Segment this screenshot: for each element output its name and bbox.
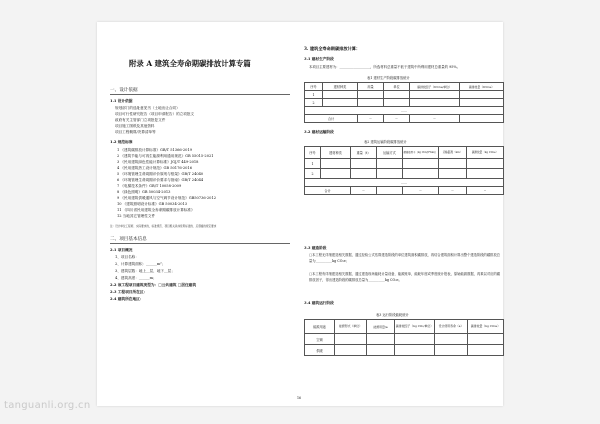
table-row bbox=[305, 91, 504, 99]
operation-energy-table bbox=[304, 319, 504, 356]
material-transport-table bbox=[304, 146, 504, 195]
building-type-line: 2.2 该工程项目建筑类型为：□公共建筑 □居住建筑 bbox=[110, 283, 197, 287]
paragraph: □本工程有详细建造相关数据，通过建造现场能耗计量设备，能源账单，能耗年度或季度统计报表，原始能源数据，再乘以对应的碳排放因子，得出建造阶段的碳排放总量为＿＿＿＿＿kg CO₂e。 bbox=[309, 272, 501, 282]
table-header-cell: 能源用量/a bbox=[367, 320, 395, 334]
subsection-heading: 3.2 建材运输阶段 bbox=[304, 130, 334, 134]
table-cell bbox=[321, 169, 351, 179]
table-cell: -- bbox=[384, 115, 410, 123]
list-item: 2、计算建筑面积：＿＿＿m²； bbox=[115, 262, 166, 266]
material-production-table bbox=[304, 82, 504, 123]
divider bbox=[110, 94, 290, 95]
table-caption: 表2 建筑运输阶段碳排放统计 bbox=[364, 140, 407, 144]
list-item: 7 《电梯技术条件》GB/T 10058-2009 bbox=[117, 184, 182, 188]
table-header-cell: 碳排放量（kg CO₂e） bbox=[467, 147, 504, 159]
table-cell bbox=[467, 169, 504, 179]
list-item: 项目工程概算/决算清单等 bbox=[115, 130, 156, 134]
table-header-cell: 单位 bbox=[384, 83, 410, 91]
table-cell bbox=[351, 159, 377, 169]
table-header-cell: 序号 bbox=[305, 83, 323, 91]
ellipsis-cell: …… bbox=[305, 107, 504, 115]
paragraph: 本项目主要建材为：＿＿＿＿＿＿＿＿＿，所选材料总重量不低于建筑中所利用建材总重量的 95%。 bbox=[309, 65, 461, 69]
table-cell bbox=[358, 91, 384, 99]
table-cell bbox=[395, 334, 435, 345]
table-row bbox=[305, 107, 504, 115]
table-cell: -- bbox=[467, 187, 504, 195]
list-item: 项目施工图纸及其他资料 bbox=[115, 124, 155, 128]
table-header-row bbox=[305, 320, 504, 334]
list-item: 12 当地其它管理性文件 bbox=[117, 214, 156, 218]
table-cell bbox=[410, 91, 460, 99]
section-heading: 二、项目基本信息 bbox=[110, 237, 147, 242]
subsection-heading: 3.3 建造阶段 bbox=[304, 246, 327, 250]
list-item: 3、建筑层数：地上＿层，地下＿层； bbox=[115, 269, 175, 273]
section-heading: 一、设计依据 bbox=[110, 88, 138, 93]
list-item: 5 《环境管理生命周期评价原则与框架》GB/T 24040 bbox=[117, 172, 204, 176]
project-area-line: 2.3 工程项目所在区： bbox=[110, 290, 148, 294]
building-region-line: 2.4 建筑所在地区： bbox=[110, 297, 144, 301]
table-cell bbox=[439, 159, 467, 169]
document-page bbox=[97, 22, 503, 406]
list-item: 规划部门的选址意见书（土地出让合同） bbox=[115, 106, 180, 110]
subsection-heading: 1.2 规范标准 bbox=[110, 140, 133, 144]
table-cell: 2 bbox=[305, 99, 323, 107]
table-row bbox=[305, 169, 504, 179]
table-cell bbox=[321, 159, 351, 169]
table-header-cell: 建材种类 bbox=[323, 83, 358, 91]
table-header-cell: 能源用途 bbox=[305, 320, 335, 334]
table-cell bbox=[335, 334, 367, 345]
table-cell: 合计 bbox=[305, 115, 358, 123]
list-item: 9 《民用建筑供暖通风与空气调节设计规范》GB50736-2012 bbox=[117, 196, 217, 200]
ellipsis-cell: …… bbox=[305, 179, 504, 187]
table-header-cell: 碳排放因子（kg CO₂/单位） bbox=[395, 320, 435, 334]
table-cell: -- bbox=[351, 187, 377, 195]
divider bbox=[110, 243, 290, 244]
table-header-cell: 运输方式 bbox=[377, 147, 403, 159]
table-cell bbox=[335, 345, 367, 356]
table-total-row bbox=[305, 187, 504, 195]
table-cell bbox=[351, 169, 377, 179]
table-header-cell: 碳排放量（kg CO₂e） bbox=[468, 320, 504, 334]
list-item: 项目可行性研究报告（项目申请报告）的立项批文 bbox=[115, 112, 195, 116]
table-row bbox=[305, 179, 504, 187]
table-header-cell: 碳排放因子（kg CO₂/(t*km)） bbox=[403, 147, 439, 159]
subsection-heading: 3.1 建材生产阶段 bbox=[304, 57, 334, 61]
table-header-cell: 能源形式（单位） bbox=[335, 320, 367, 334]
paragraph: □本工程无详细建造相关数据，通过经验公式估算建造阶段的单位建筑面积碳排放，再结合建筑面积计算出整个建造阶段的碳排放总量为＿＿＿＿＿kg CO₂e； bbox=[309, 253, 501, 263]
table-header-cell: 建材种类 bbox=[321, 147, 351, 159]
table-header-cell: 用量 bbox=[358, 83, 384, 91]
table-cell bbox=[468, 345, 504, 356]
list-item: 政府有关主管部门立项批复文件 bbox=[115, 118, 166, 122]
footnote: 注：设计单位工程师、实际要求的，标准规范、项目相关具体使用标准的、应遵循的规定要求 bbox=[110, 225, 217, 228]
table-header-cell: 设计使用寿命（a） bbox=[435, 320, 468, 334]
table-cell bbox=[460, 99, 504, 107]
table-header-cell: 序号 bbox=[305, 147, 321, 159]
table-cell: 供暖 bbox=[305, 345, 335, 356]
list-item: 6 《环境管理生命周期评价要求与指南》GB/T 24044 bbox=[117, 178, 204, 182]
page-number: 16 bbox=[297, 396, 302, 400]
subsection-heading: 2.1 项目概况 bbox=[110, 248, 133, 252]
table-cell bbox=[358, 99, 384, 107]
table-cell bbox=[323, 91, 358, 99]
list-item: 1 《建筑碳排放计算标准》GB/T 51366-2019 bbox=[117, 148, 193, 152]
table-cell bbox=[377, 187, 403, 195]
table-cell bbox=[323, 99, 358, 107]
appendix-title: 附录 A 建筑全寿命期碳排放计算专篇 bbox=[129, 59, 251, 68]
subsection-heading: 1.1 设计依据 bbox=[110, 99, 133, 103]
table-cell: -- bbox=[403, 187, 439, 195]
table-cell: -- bbox=[358, 115, 384, 123]
list-item: 2 《建筑节能与可再生能源利用通用规范》GB 55015-2021 bbox=[117, 154, 214, 158]
table-row bbox=[305, 334, 504, 345]
watermark: tanguanli.org.cn bbox=[4, 400, 91, 411]
table-cell bbox=[367, 334, 395, 345]
table-cell bbox=[467, 159, 504, 169]
table-cell: 1 bbox=[305, 91, 323, 99]
table-cell bbox=[410, 99, 460, 107]
table-cell bbox=[403, 169, 439, 179]
table-cell bbox=[435, 345, 468, 356]
list-item: 4 《民用建筑热工设计规范》GB 50176-2016 bbox=[117, 166, 192, 170]
list-item: 3 《民用建筑绿色性能计算标准》JGJ/T 449-2018 bbox=[117, 160, 199, 164]
table-header-cell: 重量（t） bbox=[351, 147, 377, 159]
table-cell bbox=[377, 159, 403, 169]
list-item: 8 《绿色照明》GB 50034-2013 bbox=[117, 190, 171, 194]
table-cell bbox=[468, 334, 504, 345]
table-cell: 2 bbox=[305, 169, 321, 179]
list-item: 1、项目名称： bbox=[115, 255, 139, 259]
table-cell: -- bbox=[439, 187, 467, 195]
table-caption: 表1 建材生产阶段碳排放统计 bbox=[367, 76, 410, 80]
table-row bbox=[305, 345, 504, 356]
table-cell bbox=[460, 115, 504, 123]
table-cell: 1 bbox=[305, 159, 321, 169]
table-cell bbox=[384, 91, 410, 99]
table-cell bbox=[435, 334, 468, 345]
table-header-cell: 碳排放量（tCO₂e） bbox=[460, 83, 504, 91]
table-cell bbox=[460, 91, 504, 99]
table-cell bbox=[384, 99, 410, 107]
table-cell bbox=[377, 169, 403, 179]
table-row bbox=[305, 99, 504, 107]
table-header-cell: 运输距离（km） bbox=[439, 147, 467, 159]
table-cell bbox=[395, 345, 435, 356]
subsection-heading: 3.4 建筑运行阶段 bbox=[304, 301, 334, 305]
table-total-row bbox=[305, 115, 504, 123]
table-row bbox=[305, 159, 504, 169]
table-caption: 表3 运行阶段能耗统计 bbox=[376, 313, 409, 317]
table-cell: 合计 bbox=[305, 187, 351, 195]
table-header-row bbox=[305, 147, 504, 159]
table-header-row bbox=[305, 83, 504, 91]
list-item: 4、建筑高度：＿＿＿m； bbox=[115, 276, 157, 280]
table-cell bbox=[403, 159, 439, 169]
list-item: 10 《建筑照明设计标准》GB 50034-2013 bbox=[117, 202, 188, 206]
table-cell bbox=[439, 169, 467, 179]
table-cell bbox=[367, 345, 395, 356]
table-cell: -- bbox=[410, 115, 460, 123]
table-cell: 空调 bbox=[305, 334, 335, 345]
table-header-cell: 碳排放因子（tCO₂e/单位） bbox=[410, 83, 460, 91]
list-item: 11 《四川省民用建筑全寿命期碳排放计算标准》 bbox=[117, 208, 195, 212]
section-heading: 3. 建筑全寿命期碳排放计算： bbox=[304, 46, 361, 51]
